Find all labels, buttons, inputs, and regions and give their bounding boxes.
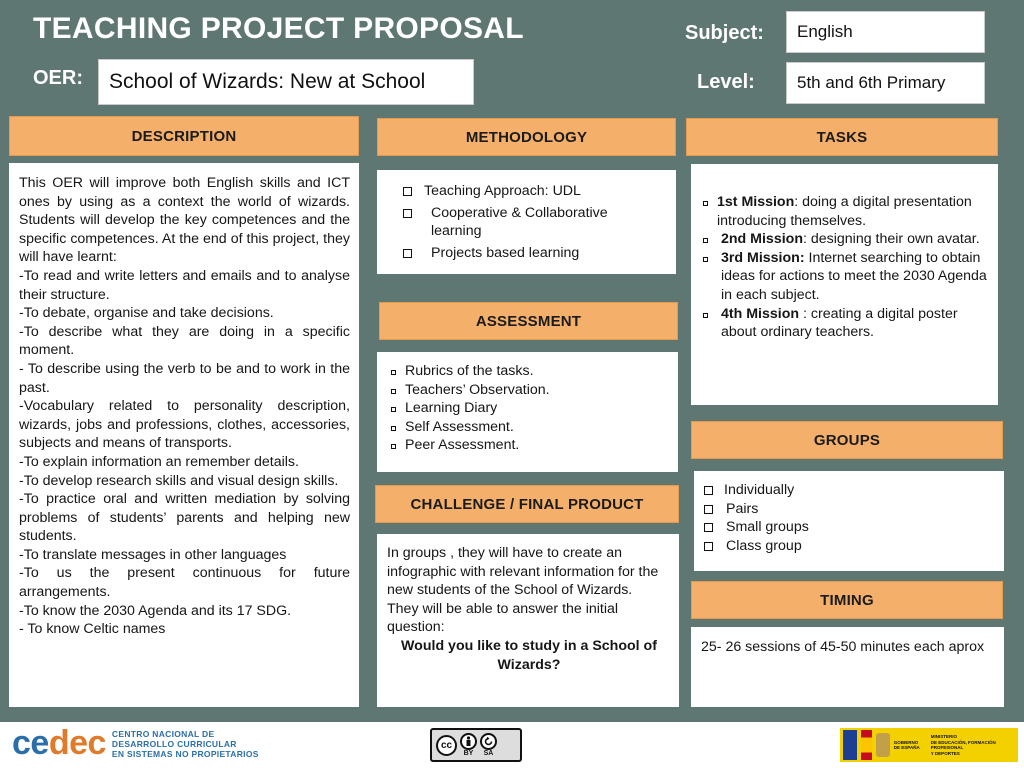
list-item [391,436,670,455]
ministry-text [931,734,1018,756]
task-text [717,249,990,305]
bullet-icon [703,313,708,318]
assessment-box [377,352,678,472]
timing-box [691,627,1004,707]
challenge-question: Would you like to study in a School of Wizards? [401,637,657,673]
list-item-label: Class group [726,537,802,554]
subject-field: English [786,11,985,53]
list-item-label: Pairs [726,500,759,517]
description-line: -To describe what they are doing in a specific moment. [19,323,350,359]
eu-flag-icon [843,730,857,760]
creative-commons-badge [430,728,522,762]
list-item [703,230,990,249]
groups-heading: GROUPS [691,421,1003,459]
description-box [9,163,359,707]
ministry-text-line: Y DEPORTES [930,750,960,756]
list-item [703,193,990,230]
list-item [391,399,670,418]
groups-box [694,471,1004,571]
challenge-heading: CHALLENGE / FINAL PRODUCT [375,485,679,523]
list-item [403,244,666,263]
timing-text: 25- 26 sessions of 45-50 minutes each aprox [701,639,985,655]
gov-text [894,740,927,751]
cedec-wordmark-b: dec [48,724,106,762]
task-text [717,305,990,342]
page-title: TEACHING PROJECT PROPOSAL [33,12,524,45]
ministry-text-line: MINISTERIO [930,734,958,739]
gov-text-line: GOBIERNO [893,739,919,745]
ministry-logo [840,728,1018,762]
list-item-label: Peer Assessment. [405,437,520,454]
cc-icon: cc [436,735,457,756]
challenge-text: In groups , they will have to create an infographic with relevant information for the new students of the School of Wizards. [387,545,659,599]
task-desc: : designing their own avatar. [802,231,980,248]
tasks-list [703,193,990,342]
checkbox-icon [704,505,713,514]
subject-label: Subject: [685,22,764,44]
bullet-icon [703,201,708,206]
list-item [704,500,996,519]
list-item [403,182,666,201]
task-desc: : creating a digital poster about ordinary teachers. [721,305,958,341]
cedec-logo [12,724,259,763]
list-item-label: Teaching Approach: UDL [424,183,581,199]
list-item [704,518,996,537]
checkbox-icon [403,209,412,218]
groups-list [704,481,996,555]
task-title: 3rd Mission: [721,249,805,266]
tasks-heading: TASKS [686,118,998,156]
list-item-label: Projects based learning [431,244,580,261]
description-line: - To know Celtic names [19,621,166,638]
task-desc: : doing a digital presentation introducing themselves. [717,194,972,229]
checkbox-icon [704,542,713,551]
bullet-icon [391,444,396,449]
task-title: 4th Mission [721,305,800,322]
description-line: -To develop research skills and visual design skills. [19,472,339,489]
description-line: -Vocabulary related to personality description, wizards, jobs and professions, clothes, accessories, subjects and means of transports. [19,398,350,452]
task-title: 1st Mission [717,194,795,210]
checkbox-icon [704,523,713,532]
list-item [403,204,666,241]
methodology-box [377,170,676,274]
level-field: 5th and 6th Primary [786,62,985,104]
list-item [704,537,996,556]
list-item-label: Teachers’ Observation. [405,381,550,398]
assessment-list [391,362,670,455]
challenge-text-2: They will be able to answer the initial question: [387,600,619,636]
cc-by-block [460,733,477,757]
gov-text-line: DE ESPAÑA [893,745,920,750]
coat-of-arms-icon [876,733,890,757]
list-item-label: Learning Diary [405,400,498,417]
bullet-icon [703,257,708,262]
methodology-list [403,182,666,262]
description-heading: DESCRIPTION [9,116,359,156]
list-item [703,305,990,342]
tasks-box [691,164,998,405]
checkbox-icon [403,249,412,258]
bullet-icon [391,370,396,375]
bullet-icon [703,238,708,243]
task-title: 2nd Mission [721,231,803,248]
cedec-wordmark [12,724,106,763]
challenge-box [377,534,679,707]
checkbox-icon [704,486,713,495]
task-desc: Internet searching to obtain ideas for actions to meet the 2030 Agenda in each subject. [721,249,987,303]
cc-sa-block [480,733,497,757]
list-item-label: Self Assessment. [405,418,514,435]
spain-flag-icon [861,730,873,760]
description-line: -To read and write letters and emails and to analyse their structure. [19,267,350,303]
list-item [703,249,990,305]
list-item-label: Rubrics of the tasks. [405,363,534,379]
cedec-subtitle [112,729,259,759]
oer-field: School of Wizards: New at School [98,59,474,105]
share-alike-icon [480,733,497,750]
cc-sa-label: SA [483,750,494,757]
cedec-subtitle-line: CENTRO NACIONAL DE [111,728,215,739]
oer-label: OER: [33,67,83,89]
list-item-label: Individually [724,482,795,498]
level-label: Level: [697,71,755,93]
bullet-icon [391,426,396,431]
description-line: -To us the present continuous for future arrangements. [19,565,350,601]
methodology-heading: METHODOLOGY [377,118,676,156]
description-line: -To explain information an remember details. [19,453,299,470]
description-line: -To debate, organise and take decisions. [19,305,274,322]
list-item [704,481,996,500]
ministry-text-line: DE EDUCACIÓN, FORMACIÓN PROFESIONAL [930,739,996,750]
footer [0,722,1024,768]
cedec-subtitle-line: EN SISTEMAS NO PROPIETARIOS [111,748,259,759]
assessment-heading: ASSESSMENT [379,302,678,340]
attribution-icon [460,733,477,750]
list-item [391,362,670,381]
task-text [717,230,980,249]
list-item [391,381,670,400]
task-text [717,193,990,230]
bullet-icon [391,389,396,394]
cc-by-label: BY [463,750,474,757]
cedec-wordmark-a: ce [12,724,49,762]
description-line: -To practice oral and written mediation by solving problems of students’ parents and helping new students. [19,491,350,545]
checkbox-icon [403,187,412,196]
description-line: - To describe using the verb to be and to work in the past. [19,360,350,396]
list-item-label: Cooperative & Collaborative learning [431,204,608,240]
cedec-subtitle-line: DESARROLLO CURRICULAR [111,738,237,749]
description-line: -To know the 2030 Agenda and its 17 SDG. [19,602,292,619]
description-line: -To translate messages in other languages [19,546,287,563]
list-item-label: Small groups [726,519,809,536]
description-intro: This OER will improve both English skills and ICT ones by using as a context the world of wizards. Students will develop the key competences and the specific competences. At the end of this project, they will have learnt: [19,175,350,266]
list-item [391,418,670,437]
timing-heading: TIMING [691,581,1003,619]
bullet-icon [391,407,396,412]
